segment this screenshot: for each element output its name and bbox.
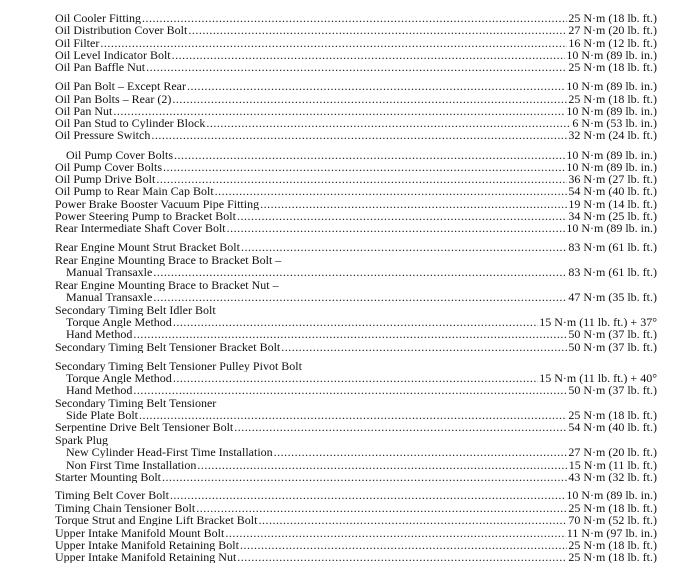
spec-value: 10 N·m (89 lb. in.) (566, 161, 657, 173)
spec-row (55, 105, 657, 117)
spec-label: Rear Engine Mounting Brace to Bracket Nut – (55, 279, 279, 291)
spec-label: Torque Angle Method (66, 372, 172, 384)
dot-leader (156, 173, 567, 185)
spec-row (55, 61, 657, 73)
spec-label: Oil Pan Nut (55, 105, 113, 117)
dot-leader (173, 316, 538, 328)
spec-label: Oil Level Indicator Bolt (55, 49, 171, 61)
spec-value: 25 N·m (18 lb. ft.) (568, 93, 657, 105)
dot-leader (162, 471, 567, 483)
spec-label: Serpentine Drive Belt Tensioner Bolt (55, 421, 234, 433)
spec-row (55, 222, 657, 234)
spec-label: Oil Pan Bolt – Except Rear (55, 80, 186, 92)
spec-value: 54 N·m (40 lb. ft.) (568, 185, 657, 197)
spec-label: Secondary Timing Belt Tensioner Pulley Pivot Bolt (55, 360, 302, 372)
spec-label: Power Brake Booster Vacuum Pipe Fitting (55, 198, 260, 210)
spec-value: 32 N·m (24 lb. ft.) (568, 129, 657, 141)
spec-row (66, 328, 657, 340)
dot-leader (241, 241, 567, 253)
spec-row (66, 149, 657, 161)
dot-leader (227, 222, 566, 234)
spec-row (55, 161, 657, 173)
spec-value: 70 N·m (52 lb. ft.) (568, 514, 657, 526)
dot-leader (237, 210, 567, 222)
spec-row (55, 254, 657, 266)
spec-label: Oil Pressure Switch (55, 129, 151, 141)
spec-value: 16 N·m (12 lb. ft.) (568, 37, 657, 49)
spec-row (55, 304, 657, 316)
spec-label: Hand Method (66, 384, 133, 396)
spec-row (55, 210, 657, 222)
spec-label: Rear Engine Mounting Brace to Bracket Bolt – (55, 254, 282, 266)
spec-row (55, 397, 657, 409)
spec-label: Oil Filter (55, 37, 100, 49)
spec-row (66, 409, 657, 421)
spec-label: Timing Chain Tensioner Bolt (55, 502, 196, 514)
spec-label: Oil Distribution Cover Bolt (55, 24, 188, 36)
spec-label: Manual Transaxle (66, 291, 153, 303)
spec-row (55, 360, 657, 372)
dot-leader (240, 539, 567, 551)
spec-label: Power Steering Pump to Bracket Bolt (55, 210, 236, 222)
spec-row (55, 514, 657, 526)
spec-row (55, 24, 657, 36)
spec-value: 10 N·m (89 lb. in.) (566, 149, 657, 161)
spec-row (55, 489, 657, 501)
spec-row (55, 173, 657, 185)
spec-value: 15 N·m (11 lb. ft.) (568, 459, 657, 471)
spec-row (66, 316, 657, 328)
spec-row (66, 459, 657, 471)
spec-value: 10 N·m (89 lb. in.) (566, 105, 657, 117)
dot-leader (197, 459, 567, 471)
spec-value: 15 N·m (11 lb. ft.) + 37° (539, 316, 657, 328)
spec-label: Rear Engine Mount Strut Bracket Bolt (55, 241, 240, 253)
spec-label: Spark Plug (55, 434, 109, 446)
spec-value: 19 N·m (14 lb. ft.) (568, 198, 657, 210)
spec-value: 25 N·m (18 lb. ft.) (568, 539, 657, 551)
spec-label: Oil Pan Stud to Cylinder Block (55, 117, 206, 129)
spec-label: Torque Strut and Engine Lift Bracket Bolt (55, 514, 258, 526)
spec-row (66, 384, 657, 396)
dot-leader (206, 117, 571, 129)
spec-label: Upper Intake Manifold Mount Bolt (55, 527, 225, 539)
spec-label: Upper Intake Manifold Retaining Bolt (55, 539, 239, 551)
dot-leader (151, 129, 567, 141)
spec-label: Oil Pump Cover Bolts (66, 149, 174, 161)
spec-label: Oil Pump to Rear Main Cap Bolt (55, 185, 214, 197)
dot-leader (153, 266, 567, 278)
dot-leader (163, 161, 565, 173)
dot-leader (225, 527, 565, 539)
dot-leader (187, 80, 565, 92)
dot-leader (173, 372, 538, 384)
dot-leader (274, 446, 568, 458)
dot-leader (172, 49, 566, 61)
dot-leader (133, 384, 567, 396)
spec-value: 25 N·m (18 lb. ft.) (568, 551, 657, 563)
spec-row (66, 372, 657, 384)
spec-value: 10 N·m (89 lb. in.) (566, 222, 657, 234)
spec-label: Secondary Timing Belt Idler Bolt (55, 304, 216, 316)
spec-value: 34 N·m (25 lb. ft.) (568, 210, 657, 222)
spec-row (55, 421, 657, 433)
dot-leader (234, 421, 567, 433)
dot-leader (196, 502, 567, 514)
spec-value: 83 N·m (61 lb. ft.) (568, 241, 657, 253)
spec-value: 10 N·m (89 lb. in.) (566, 49, 657, 61)
dot-leader (139, 409, 567, 421)
dot-leader (172, 93, 567, 105)
spec-row (55, 551, 657, 563)
spec-label: Starter Mounting Bolt (55, 471, 161, 483)
spec-label: Oil Pan Baffle Nut (55, 61, 146, 73)
spec-value: 27 N·m (20 lb. ft.) (568, 24, 657, 36)
dot-leader (237, 551, 567, 563)
spec-label: Side Plate Bolt (66, 409, 138, 421)
dot-leader (215, 185, 568, 197)
spec-label: Rear Intermediate Shaft Cover Bolt (55, 222, 226, 234)
spec-value: 50 N·m (37 lb. ft.) (568, 328, 657, 340)
spec-row (55, 129, 657, 141)
spec-row (55, 80, 657, 92)
spec-value: 25 N·m (18 lb. ft.) (568, 61, 657, 73)
spec-value: 25 N·m (18 lb. ft.) (568, 409, 657, 421)
spec-row (55, 341, 657, 353)
dot-leader (142, 12, 567, 24)
spec-row (55, 539, 657, 551)
spec-label: Secondary Timing Belt Tensioner Bracket Bolt (55, 341, 281, 353)
spec-row (55, 49, 657, 61)
spec-value: 25 N·m (18 lb. ft.) (568, 12, 657, 24)
spec-row (55, 37, 657, 49)
spec-row (55, 117, 657, 129)
spec-row (66, 291, 657, 303)
spec-row (55, 185, 657, 197)
spec-label: Oil Pan Bolts – Rear (2) (55, 93, 172, 105)
dot-leader (153, 291, 567, 303)
spec-label: Secondary Timing Belt Tensioner (55, 397, 217, 409)
dot-leader (258, 514, 567, 526)
spec-label: Timing Belt Cover Bolt (55, 489, 169, 501)
spec-row (55, 93, 657, 105)
spec-value: 50 N·m (37 lb. ft.) (568, 341, 657, 353)
spec-row (55, 471, 657, 483)
spec-value: 47 N·m (35 lb. ft.) (568, 291, 657, 303)
spec-value: 10 N·m (89 lb. in.) (566, 489, 657, 501)
dot-leader (133, 328, 567, 340)
spec-row (55, 241, 657, 253)
spec-row (66, 266, 657, 278)
spec-row (55, 527, 657, 539)
spec-label: Manual Transaxle (66, 266, 153, 278)
spec-value: 50 N·m (37 lb. ft.) (568, 384, 657, 396)
spec-label: Oil Cooler Fitting (55, 12, 142, 24)
spec-label: Torque Angle Method (66, 316, 172, 328)
spec-row (55, 279, 657, 291)
spec-value: 83 N·m (61 lb. ft.) (568, 266, 657, 278)
dot-leader (281, 341, 567, 353)
spec-row (55, 502, 657, 514)
dot-leader (146, 61, 567, 73)
dot-leader (260, 198, 567, 210)
spec-value: 10 N·m (89 lb. in.) (566, 80, 657, 92)
spec-label: Oil Pump Cover Bolts (55, 161, 163, 173)
spec-value: 11 N·m (97 lb. in.) (566, 527, 657, 539)
spec-row (55, 12, 657, 24)
spec-value: 43 N·m (32 lb. ft.) (568, 471, 657, 483)
spec-row (66, 446, 657, 458)
spec-value: 54 N·m (40 lb. ft.) (568, 421, 657, 433)
spec-label: Oil Pump Drive Bolt (55, 173, 156, 185)
dot-leader (188, 24, 567, 36)
spec-value: 27 N·m (20 lb. ft.) (568, 446, 657, 458)
spec-label: New Cylinder Head-First Time Installation (66, 446, 273, 458)
dot-leader (174, 149, 565, 161)
dot-leader (100, 37, 567, 49)
spec-label: Non First Time Installation (66, 459, 197, 471)
dot-leader (113, 105, 565, 117)
spec-value: 15 N·m (11 lb. ft.) + 40° (539, 372, 657, 384)
spec-value: 36 N·m (27 lb. ft.) (568, 173, 657, 185)
spec-value: 6 N·m (53 lb. in.) (572, 117, 657, 129)
dot-leader (170, 489, 565, 501)
spec-value: 25 N·m (18 lb. ft.) (568, 502, 657, 514)
spec-label: Upper Intake Manifold Retaining Nut (55, 551, 237, 563)
spec-row (55, 198, 657, 210)
spec-row (55, 434, 657, 446)
spec-label: Hand Method (66, 328, 133, 340)
